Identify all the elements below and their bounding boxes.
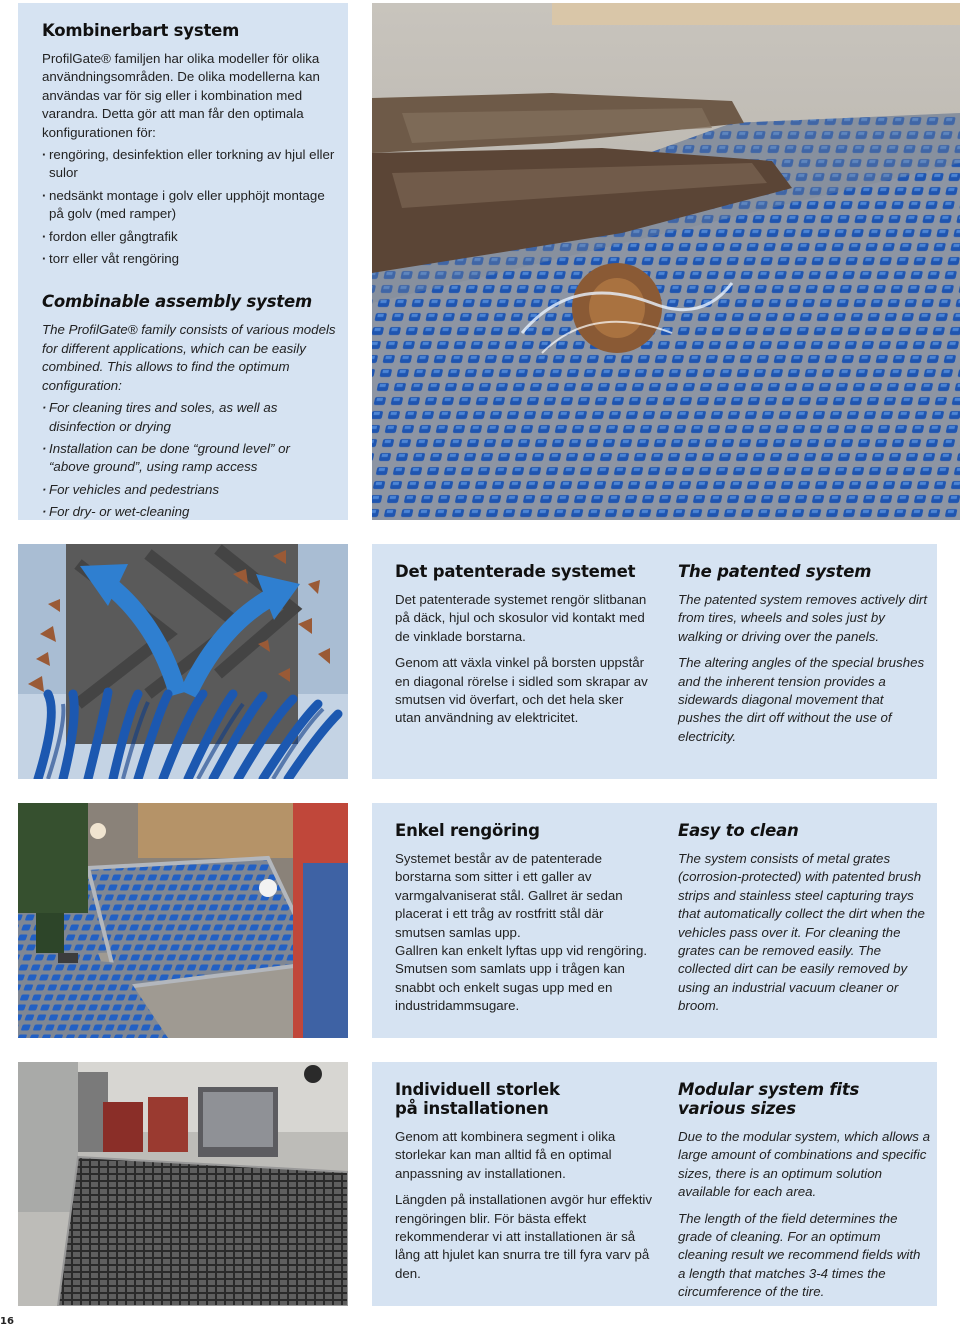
list-item: · For dry- or wet-cleaning	[42, 503, 292, 521]
list-item: · fordon eller gångtrafik	[42, 228, 342, 246]
list-item: · rengöring, desinfektion eller torkning av hjul eller sulor	[42, 146, 342, 183]
intro-sv-list	[42, 146, 342, 268]
easy-sv-p2: Gallren kan enkelt lyftas upp vid rengöring. Smutsen som samlats upp i trågen kan snabbt och enkelt sugas upp med en industridammsugare.	[395, 943, 648, 1014]
size-en-p1: Due to the modular system, which allows a large amount of combinations and specific sizes, there is an optimum solution available for each area.	[678, 1129, 931, 1200]
lifting-grate-photo-illustration	[18, 803, 348, 1038]
easy-sv-title: Enkel rengöring	[395, 821, 540, 840]
list-item: · nedsänkt montage i golv eller upphöjt montage på golv (med ramper)	[42, 187, 342, 224]
size-en-p2: The length of the field determines the grade of cleaning. For an optimum cleaning result we recommend fields with a length that matches 3-4 times the circumference of the tire.	[678, 1210, 921, 1300]
page-number: 16	[0, 1316, 14, 1327]
intro-sv-title: Kombinerbart system	[42, 21, 240, 40]
brush-diagram	[18, 544, 348, 779]
intro-en-text: The ProfilGate® family consists of various models for different applications, which can be easily combined. This allows to find the optimum configuration:	[42, 322, 336, 393]
photo-installation	[18, 1062, 348, 1306]
patented-en-title: The patented system	[678, 562, 872, 581]
patented-en-p1: The patented system removes actively dirt from tires, wheels and soles just by walking or driving over the panels.	[678, 592, 928, 644]
easy-sv-p1: Systemet består av de patenterade borstarna som sitter i ett galler av varmgalvaniserat stål. Gallret är sedan placerat i ett tråg av rostfritt stål där smutsen samlas upp.	[395, 851, 623, 940]
patented-en-p2: The altering angles of the special brushes and the inherent tension provides a sidewards diagonal movement that pushes the dirt off without the use of electricity.	[678, 655, 925, 744]
photo-pallet-truck	[372, 3, 960, 520]
intro-sv-text: ProfilGate® familjen har olika modeller för olika användningsområden. De olika modellerna kan användas var för sig eller i kombination med varandra. Detta gör att man får den optimala konfigurationen för:	[42, 51, 320, 140]
size-sv-title-2: på installationen	[395, 1099, 549, 1118]
brush-action-diagram	[18, 544, 348, 779]
size-panel	[372, 1062, 937, 1306]
installation-photo-illustration	[18, 1062, 348, 1306]
list-item: · For vehicles and pedestrians	[42, 481, 292, 499]
size-sv-p2: Längden på installationen avgör hur effektiv rengöringen blir. För bästa effekt rekommenderar vi att installationen är så lång att hjulet kan snurra tre till fyra varv på den.	[395, 1192, 653, 1281]
easy-en-p1: The system consists of metal grates (corrosion-protected) with patented brush strips and stainless steel capturing trays that automatically collect the dirt when the vehicles pass over it. For cleaning the grates can be removed easily. The collected dirt can be easily removed by using an industrial vacuum cleaner or broom.	[678, 851, 925, 1014]
patented-sv-title: Det patenterade systemet	[395, 562, 636, 581]
photo-lifting-grate	[18, 803, 348, 1038]
easy-panel	[372, 803, 937, 1038]
list-item: · Installation can be done “ground level” or “above ground”, using ramp access	[42, 440, 292, 477]
intro-en-list	[42, 399, 292, 521]
pallet-truck-photo-illustration	[372, 3, 960, 520]
intro-panel	[18, 3, 348, 520]
size-sv-title-1: Individuell storlek	[395, 1080, 560, 1099]
list-item: · For cleaning tires and soles, as well as disinfection or drying	[42, 399, 292, 436]
patented-sv-p2: Genom att växla vinkel på borsten uppstår en diagonal rörelse i sidled som skrapar av smutsen vid överfart, och det hela sker utan användning av elektricitet.	[395, 655, 648, 726]
easy-en-title: Easy to clean	[678, 821, 799, 840]
patented-panel	[372, 544, 937, 779]
size-en-title: Modular system fits various sizes	[678, 1080, 860, 1118]
patented-sv-p1: Det patenterade systemet rengör slitbanan på däck, hjul och skosulor vid kontakt med de vinklade borstarna.	[395, 592, 647, 644]
size-sv-p1: Genom att kombinera segment i olika storlekar kan man alltid få en optimal anpassning av installationen.	[395, 1129, 616, 1181]
list-item: · torr eller våt rengöring	[42, 250, 342, 268]
intro-en-title: Combinable assembly system	[42, 292, 312, 312]
